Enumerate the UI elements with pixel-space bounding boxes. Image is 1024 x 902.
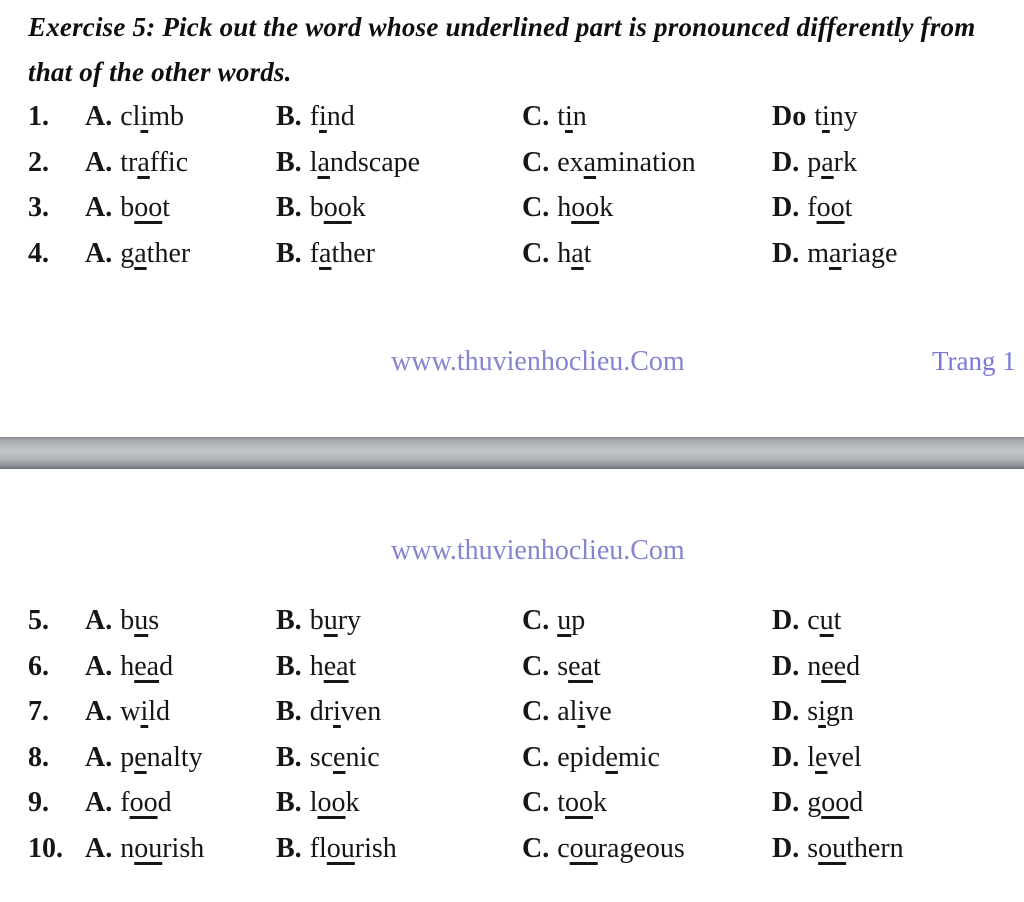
option-a bbox=[85, 644, 173, 689]
option-letter: B. bbox=[276, 101, 302, 132]
option-letter: C. bbox=[522, 787, 550, 818]
option-b bbox=[276, 598, 361, 643]
question-row bbox=[0, 689, 1024, 735]
option-a bbox=[85, 94, 184, 139]
underlined-part: a bbox=[137, 146, 150, 178]
option-c bbox=[522, 231, 591, 276]
option-word: seat bbox=[557, 650, 601, 682]
question-row bbox=[0, 140, 1024, 186]
question-number: 9. bbox=[28, 787, 49, 818]
option-word: flourish bbox=[309, 832, 397, 864]
question-number: 1. bbox=[28, 101, 49, 132]
option-word: boot bbox=[120, 192, 171, 223]
option-letter: C. bbox=[522, 605, 550, 636]
underlined-part: ou bbox=[818, 832, 847, 864]
option-c bbox=[522, 826, 685, 871]
underlined-part: a bbox=[319, 237, 332, 269]
option-c bbox=[522, 185, 613, 230]
option-letter: C. bbox=[522, 696, 550, 727]
option-a bbox=[85, 140, 188, 185]
question-number: 8. bbox=[28, 741, 49, 773]
underlined-part: e bbox=[815, 741, 828, 773]
option-b bbox=[276, 826, 397, 871]
underlined-part: i bbox=[577, 696, 586, 727]
question-number: 10. bbox=[28, 832, 63, 864]
option-b bbox=[276, 185, 366, 230]
option-word: gather bbox=[120, 237, 191, 269]
option-word: epidemic bbox=[557, 741, 660, 773]
question-row bbox=[0, 644, 1024, 690]
underlined-part: i bbox=[818, 696, 826, 727]
option-c bbox=[522, 598, 585, 643]
underlined-part: u bbox=[819, 605, 834, 636]
underlined-part: a bbox=[821, 146, 834, 178]
option-letter: Do bbox=[772, 101, 807, 132]
underlined-part: i bbox=[565, 101, 573, 132]
question-number: 5. bbox=[28, 605, 49, 636]
option-c bbox=[522, 140, 696, 185]
option-letter: A. bbox=[85, 741, 113, 773]
option-letter: A. bbox=[85, 605, 113, 636]
option-word: hook bbox=[557, 192, 614, 223]
underlined-part: ou bbox=[326, 832, 355, 864]
page-break-divider bbox=[0, 437, 1024, 469]
question-row bbox=[0, 826, 1024, 872]
option-letter: D. bbox=[772, 696, 800, 727]
option-letter: A. bbox=[85, 696, 113, 727]
option-word: find bbox=[309, 101, 355, 132]
question-number: 7. bbox=[28, 696, 49, 727]
option-word: bus bbox=[120, 605, 160, 636]
option-letter: A. bbox=[85, 650, 113, 682]
option-word: tin bbox=[557, 101, 587, 132]
option-word: nourish bbox=[120, 832, 205, 864]
underlined-part: i bbox=[333, 696, 341, 727]
option-c bbox=[522, 94, 587, 139]
underlined-part: oo bbox=[816, 192, 845, 223]
option-a bbox=[85, 689, 170, 734]
option-letter: A. bbox=[85, 832, 113, 864]
option-word: level bbox=[807, 741, 862, 773]
question-number: 6. bbox=[28, 650, 49, 682]
option-letter: D. bbox=[772, 237, 800, 269]
option-word: courageous bbox=[557, 832, 685, 864]
underlined-part: i bbox=[822, 101, 830, 132]
option-word: foot bbox=[807, 192, 853, 223]
question-number: 4. bbox=[28, 237, 49, 269]
option-word: traffic bbox=[120, 146, 189, 178]
underlined-part: ou bbox=[569, 832, 598, 864]
underlined-part: a bbox=[134, 237, 147, 269]
option-letter: D. bbox=[772, 192, 800, 223]
option-letter: C. bbox=[522, 650, 550, 682]
option-d bbox=[772, 185, 852, 230]
underlined-part: u bbox=[557, 605, 572, 636]
option-d bbox=[772, 231, 897, 276]
option-word: need bbox=[807, 650, 861, 682]
questions-5-10 bbox=[0, 598, 1024, 871]
question-number: 3. bbox=[28, 192, 49, 223]
option-d bbox=[772, 644, 860, 689]
option-word: father bbox=[309, 237, 375, 269]
exercise-title bbox=[28, 5, 1023, 95]
underlined-part: e bbox=[134, 741, 147, 773]
option-letter: D. bbox=[772, 650, 800, 682]
option-letter: B. bbox=[276, 146, 302, 178]
questions-1-4 bbox=[0, 94, 1024, 276]
underlined-part: e bbox=[333, 741, 346, 773]
option-word: landscape bbox=[309, 146, 421, 178]
underlined-part: u bbox=[323, 605, 338, 636]
exercise-title-line1: Exercise 5: Pick out the word whose underlined part is pronounced differently from bbox=[28, 12, 976, 42]
underlined-part: oo bbox=[821, 787, 850, 818]
underlined-part: e bbox=[605, 741, 618, 773]
option-letter: B. bbox=[276, 192, 302, 223]
underlined-part: a bbox=[829, 237, 842, 269]
underlined-part: oo bbox=[571, 192, 600, 223]
page-number-label: Trang 1 bbox=[932, 346, 1016, 376]
option-letter: B. bbox=[276, 787, 302, 818]
option-word: good bbox=[807, 787, 864, 818]
option-letter: C. bbox=[522, 146, 550, 178]
option-d bbox=[772, 780, 863, 825]
option-d bbox=[772, 598, 841, 643]
option-word: driven bbox=[309, 696, 382, 727]
option-word: heat bbox=[309, 650, 357, 682]
option-letter: D. bbox=[772, 787, 800, 818]
option-a bbox=[85, 231, 190, 276]
option-b bbox=[276, 689, 381, 734]
option-a bbox=[85, 598, 159, 643]
option-word: food bbox=[120, 787, 172, 818]
option-letter: D. bbox=[772, 741, 800, 773]
option-word: southern bbox=[807, 832, 904, 864]
option-letter: D. bbox=[772, 832, 800, 864]
option-d bbox=[772, 94, 858, 139]
option-b bbox=[276, 644, 356, 689]
option-c bbox=[522, 644, 601, 689]
underlined-part: oo bbox=[323, 192, 352, 223]
option-letter: C. bbox=[522, 101, 550, 132]
option-letter: C. bbox=[522, 192, 550, 223]
option-d bbox=[772, 826, 904, 871]
underlined-part: a bbox=[583, 146, 597, 178]
option-d bbox=[772, 140, 857, 185]
question-row bbox=[0, 185, 1024, 231]
option-b bbox=[276, 780, 359, 825]
option-a bbox=[85, 735, 203, 780]
underlined-part: oo bbox=[134, 192, 163, 223]
option-word: penalty bbox=[120, 741, 203, 773]
underlined-part: u bbox=[134, 605, 149, 636]
option-word: took bbox=[557, 787, 608, 818]
option-letter: B. bbox=[276, 605, 302, 636]
option-word: up bbox=[557, 605, 586, 636]
underlined-part: oo bbox=[129, 787, 158, 818]
option-d bbox=[772, 735, 862, 780]
underlined-part: ea bbox=[134, 650, 160, 682]
option-word: look bbox=[309, 787, 360, 818]
option-letter: D. bbox=[772, 605, 800, 636]
question-row bbox=[0, 231, 1024, 277]
option-word: bury bbox=[309, 605, 362, 636]
option-letter: D. bbox=[772, 146, 800, 178]
option-letter: B. bbox=[276, 741, 302, 773]
underlined-part: a bbox=[571, 237, 584, 269]
question-row bbox=[0, 780, 1024, 826]
underlined-part: i bbox=[319, 101, 327, 132]
option-letter: A. bbox=[85, 787, 113, 818]
option-letter: B. bbox=[276, 237, 302, 269]
option-a bbox=[85, 780, 172, 825]
option-d bbox=[772, 689, 854, 734]
underlined-part: i bbox=[140, 101, 149, 132]
option-c bbox=[522, 735, 660, 780]
question-row bbox=[0, 94, 1024, 140]
option-a bbox=[85, 826, 204, 871]
underlined-part: ou bbox=[134, 832, 163, 864]
option-c bbox=[522, 689, 612, 734]
underlined-part: ea bbox=[568, 650, 593, 682]
option-word: wild bbox=[120, 696, 171, 727]
watermark-link-page1[interactable]: www.thuvienhoclieu.Com bbox=[391, 346, 685, 377]
option-letter: C. bbox=[522, 237, 550, 269]
option-letter: B. bbox=[276, 650, 302, 682]
question-number: 2. bbox=[28, 146, 49, 178]
underlined-part: i bbox=[140, 696, 149, 727]
option-letter: B. bbox=[276, 696, 302, 727]
question-row bbox=[0, 598, 1024, 644]
option-a bbox=[85, 185, 170, 230]
option-word: head bbox=[120, 650, 174, 682]
option-letter: C. bbox=[522, 741, 550, 773]
underlined-part: a bbox=[317, 146, 330, 178]
option-word: alive bbox=[557, 696, 612, 727]
option-c bbox=[522, 780, 607, 825]
option-word: sign bbox=[807, 696, 854, 727]
option-letter: A. bbox=[85, 146, 113, 178]
option-letter: C. bbox=[522, 832, 550, 864]
option-b bbox=[276, 735, 380, 780]
exercise-title-line2: that of the other words. bbox=[28, 57, 292, 87]
option-letter: A. bbox=[85, 237, 113, 269]
option-letter: B. bbox=[276, 832, 302, 864]
underlined-part: oo bbox=[565, 787, 594, 818]
watermark-link-page2[interactable]: www.thuvienhoclieu.Com bbox=[391, 535, 685, 566]
option-word: climb bbox=[120, 101, 185, 132]
option-word: cut bbox=[807, 605, 842, 636]
option-word: examination bbox=[557, 146, 696, 178]
option-letter: A. bbox=[85, 192, 113, 223]
option-word: scenic bbox=[309, 741, 380, 773]
option-word: tiny bbox=[814, 101, 858, 132]
option-word: hat bbox=[557, 237, 592, 269]
option-b bbox=[276, 140, 420, 185]
option-b bbox=[276, 94, 355, 139]
underlined-part: ea bbox=[323, 650, 349, 682]
underlined-part: ee bbox=[821, 650, 847, 682]
underlined-part: oo bbox=[317, 787, 346, 818]
option-word: mariage bbox=[807, 237, 898, 269]
option-b bbox=[276, 231, 375, 276]
option-word: book bbox=[309, 192, 366, 223]
option-word: park bbox=[807, 146, 857, 178]
option-letter: A. bbox=[85, 101, 113, 132]
question-row bbox=[0, 735, 1024, 781]
